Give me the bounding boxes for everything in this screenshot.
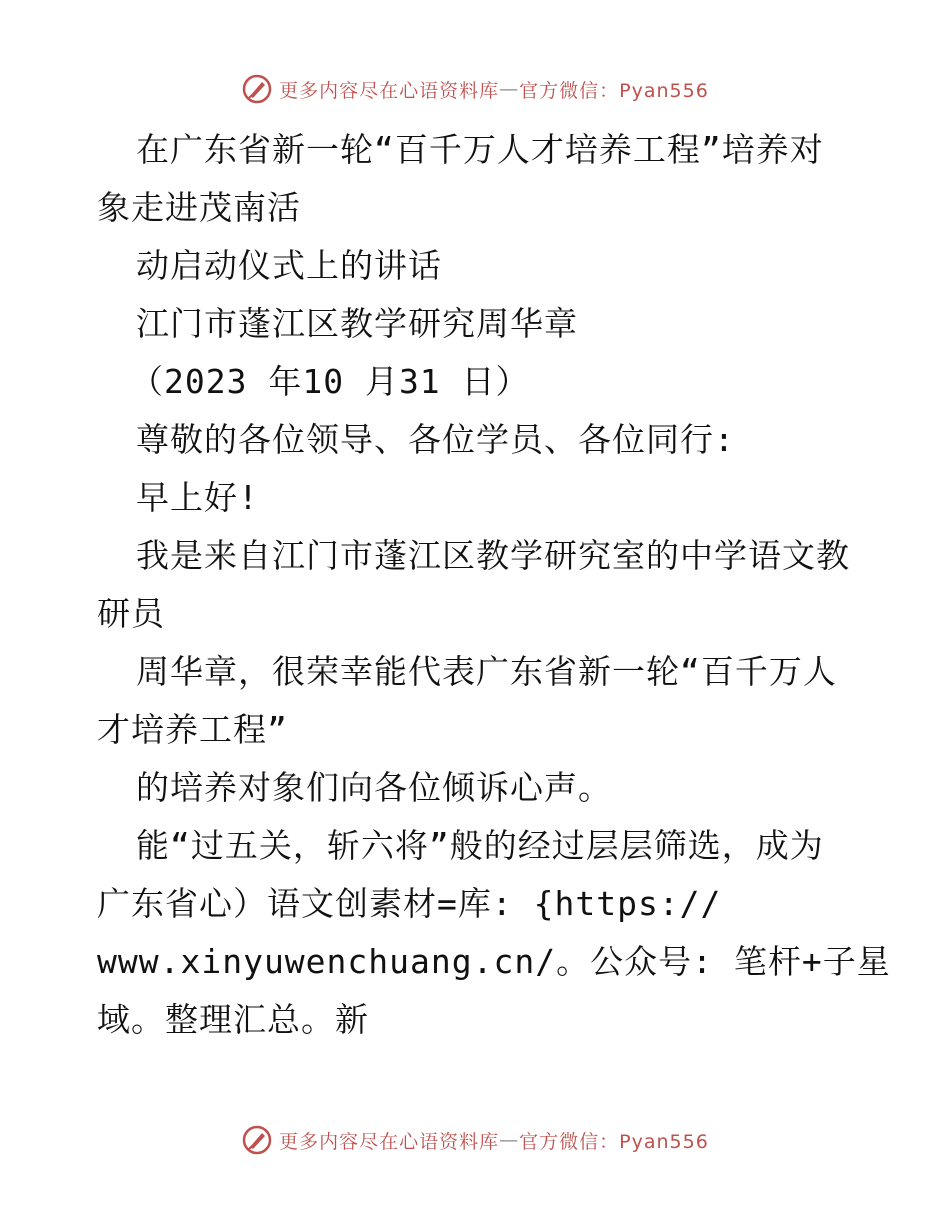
text-line: 域。整理汇总。新 <box>97 1000 369 1039</box>
text-line: 能“过五关，斩六将”般的经过层层筛选，成为 <box>136 826 824 865</box>
footer-watermark <box>0 1122 950 1158</box>
text-line: 在广东省新一轮“百千万人才培养工程”培养对 <box>136 130 824 169</box>
salutation-line: 尊敬的各位领导、各位学员、各位同行: <box>136 420 735 459</box>
date-line: （2023 年10 月31 日） <box>130 362 530 401</box>
quill-pen-icon <box>241 1124 273 1156</box>
banner-wechat-text: 官方微信：Pyan556 <box>519 79 709 102</box>
header-watermark <box>0 71 950 107</box>
text-line: 江门市蓬江区教学研究周华章 <box>136 304 578 343</box>
banner-main-text: 更多内容尽在心语资料库 <box>279 79 500 102</box>
text-line: www.xinyuwenchuang.cn/。公众号: 笔杆+子星 <box>97 942 891 981</box>
text-line: 周华章，很荣幸能代表广东省新一轮“百千万人 <box>136 652 837 691</box>
document-body <box>97 121 891 1049</box>
banner-separator: — <box>499 78 520 100</box>
banner-wechat-text: 官方微信：Pyan556 <box>519 1130 709 1153</box>
text-line: 我是来自江门市蓬江区教学研究室的中学语文教 <box>136 536 850 575</box>
banner-separator: — <box>499 1129 520 1151</box>
greeting-line: 早上好! <box>136 478 259 517</box>
text-line: 的培养对象们向各位倾诉心声。 <box>136 768 612 807</box>
text-line: 研员 <box>97 594 165 633</box>
quill-pen-icon <box>241 73 273 105</box>
text-line: 象走进茂南活 <box>97 188 301 227</box>
text-line: 广东省心）语文创素材=库: {https:// <box>97 884 722 923</box>
text-line: 才培养工程” <box>97 710 288 749</box>
banner-main-text: 更多内容尽在心语资料库 <box>279 1130 500 1153</box>
text-line: 动启动仪式上的讲话 <box>136 246 442 285</box>
